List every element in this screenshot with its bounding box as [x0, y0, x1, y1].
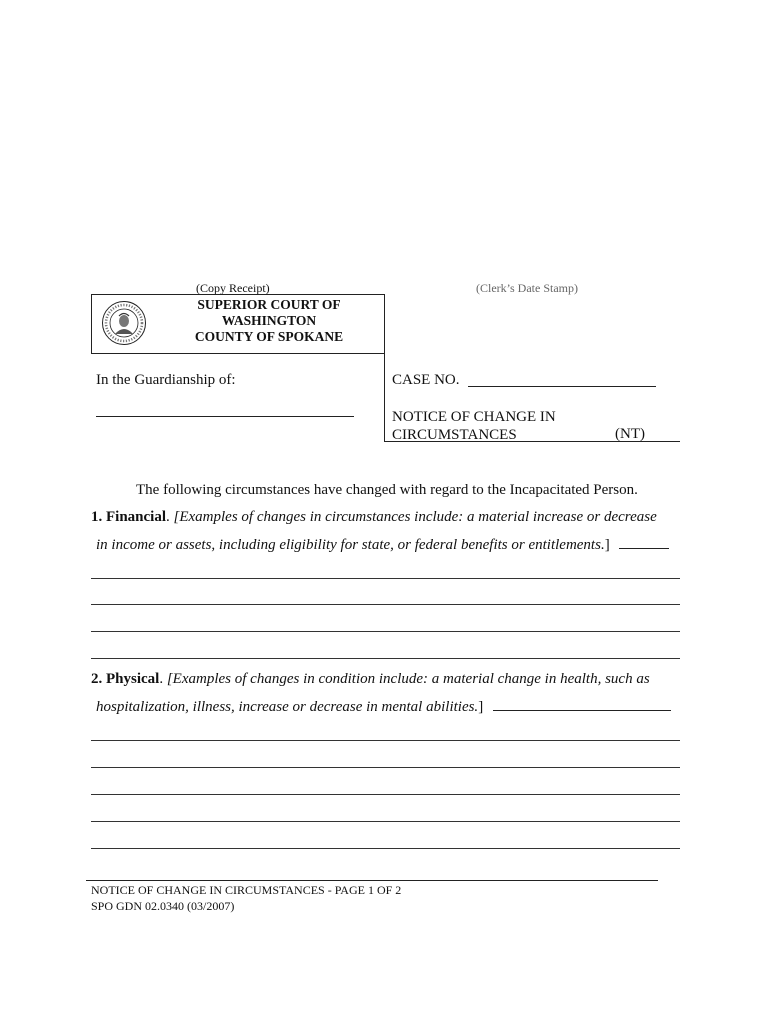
financial-examples-line-2: in income or assets, including eligibility for state, or federal benefits or entitlements. — [96, 537, 605, 553]
footer-rule — [86, 880, 658, 881]
notice-title — [392, 408, 556, 444]
financial-examples: [Examples of changes in circumstances include: a material increase or decrease — [173, 509, 657, 525]
financial-examples-continued — [96, 537, 669, 554]
case-number-field[interactable] — [468, 386, 656, 387]
washington-state-seal-icon — [101, 300, 147, 346]
intro-text: The following circumstances have changed with regard to the Incapacitated Person. — [136, 482, 638, 498]
caption-divider — [384, 354, 385, 441]
physical-answer-line-4[interactable] — [91, 821, 680, 822]
physical-inline-field[interactable] — [493, 710, 671, 711]
financial-answer-line-2[interactable] — [91, 604, 680, 605]
court-title-line-3: COUNTY OF SPOKANE — [194, 329, 344, 344]
physical-answer-line-5[interactable] — [91, 848, 680, 849]
notice-title-line-2: CIRCUMSTANCES — [392, 427, 517, 443]
court-title-line-2: WASHINGTON — [221, 313, 317, 328]
physical-bracket-close: ] — [478, 699, 484, 715]
physical-examples-line-2: hospitalization, illness, increase or decrease in mental abilities. — [96, 699, 479, 715]
physical-answer-line-1[interactable] — [91, 740, 680, 741]
section-number: 2. — [91, 671, 103, 687]
financial-answer-line-3[interactable] — [91, 631, 680, 632]
physical-answer-line-2[interactable] — [91, 767, 680, 768]
copy-receipt-label: (Copy Receipt) — [196, 281, 270, 295]
physical-section-heading: 2. Physical. [Examples of changes in condition include: a material change in health, such as — [91, 671, 650, 687]
court-title-line-1: SUPERIOR COURT OF — [197, 297, 341, 312]
physical-heading: Physical — [106, 671, 160, 687]
financial-inline-field[interactable] — [619, 548, 669, 549]
physical-answer-line-3[interactable] — [91, 794, 680, 795]
financial-answer-line-1[interactable] — [91, 578, 680, 579]
court-title — [160, 297, 378, 345]
section-number: 1. — [91, 509, 103, 525]
financial-heading: Financial — [106, 509, 167, 525]
notice-title-line-1: NOTICE OF CHANGE IN — [392, 409, 556, 425]
financial-answer-line-4[interactable] — [91, 658, 680, 659]
physical-examples-continued — [96, 699, 671, 716]
footer-form-code: SPO GDN 02.0340 (03/2007) — [91, 899, 235, 913]
physical-examples: [Examples of changes in condition include: a material change in health, such as — [166, 671, 650, 687]
clerk-date-stamp-label: (Clerk’s Date Stamp) — [476, 281, 578, 295]
case-number-label: CASE NO. — [392, 372, 460, 388]
footer-title: NOTICE OF CHANGE IN CIRCUMSTANCES - PAGE 1 OF 2 — [91, 883, 402, 897]
financial-bracket-close: ] — [604, 537, 610, 553]
notice-code: (NT) — [615, 426, 645, 442]
financial-section-heading: 1. Financial. [Examples of changes in circumstances include: a material increase or decrease — [91, 509, 657, 525]
guardianship-name-field[interactable] — [96, 416, 354, 417]
guardianship-label: In the Guardianship of: — [96, 372, 236, 388]
